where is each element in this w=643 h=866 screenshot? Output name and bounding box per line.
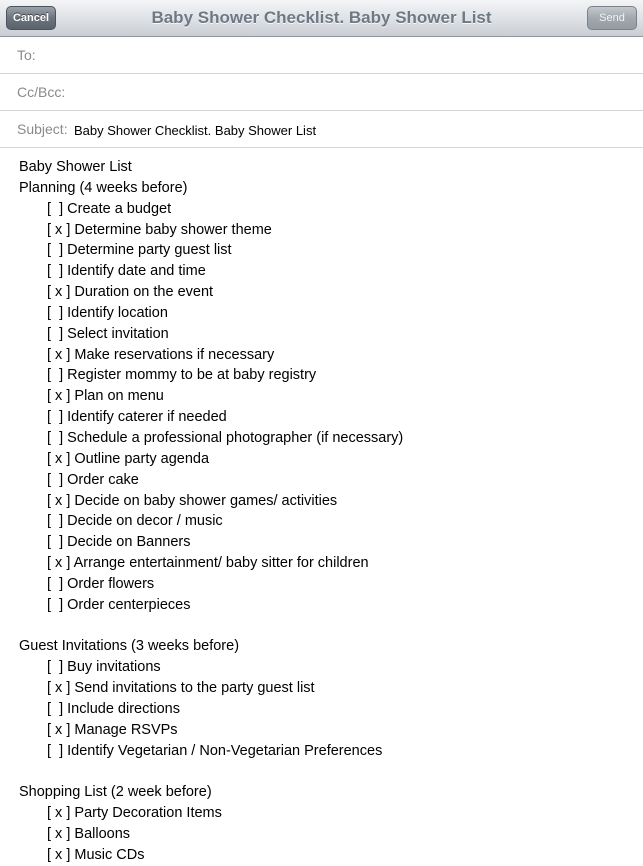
compose-title: Baby Shower Checklist. Baby Shower List [151,8,492,27]
section-title: Shopping List (2 week before) [19,784,212,801]
subject-value[interactable]: Baby Shower Checklist. Baby Shower List [74,123,317,138]
subject-label: Subject: [17,121,68,137]
checklist-item: [ ] Order cake [47,471,139,488]
ccbcc-label: Cc/Bcc: [17,84,66,100]
send-button[interactable]: Send [587,6,637,30]
checklist-item: [ ] Select invitation [47,325,169,342]
to-field[interactable] [0,37,643,74]
checklist-item: [ x ] Send invitations to the party guest list [47,680,315,697]
section-title: Planning (4 weeks before) [19,179,188,196]
to-label: To: [17,47,36,63]
checklist-item: [ x ] Manage RSVPs [47,721,178,738]
blank-line [19,761,629,782]
checklist-item: [ ] Identify date and time [47,263,206,280]
checklist-item: [ ] Decide on Banners [47,534,191,551]
checklist-item: [ x ] Music CDs [47,846,145,863]
checklist-item: [ ] Identify Vegetarian / Non-Vegetarian Preferences [47,742,383,759]
navigation-bar [0,0,643,37]
checklist-item: [ x ] Plan on menu [47,388,164,405]
checklist-item: [ x ] Make reservations if necessary [47,346,275,363]
checklist-item: [ ] Create a budget [47,200,172,217]
checklist-item: [ x ] Outline party agenda [47,450,210,467]
ccbcc-field[interactable] [0,74,643,111]
checklist-item: [ x ] Party Decoration Items [47,805,222,822]
checklist-item: [ ] Order centerpieces [47,596,191,613]
checklist-item: [ ] Include directions [47,700,180,717]
checklist-item: [ x ] Arrange entertainment/ baby sitter for children [47,555,369,572]
checklist-item: [ x ] Balloons [47,826,131,842]
checklist-item: [ ] Buy invitations [47,659,161,676]
message-body[interactable] [19,157,629,866]
checklist-item: [ ] Decide on decor / music [47,513,223,530]
blank-line [19,616,629,637]
checklist-item: [ ] Identify caterer if needed [47,409,227,426]
checklist-item: [ ] Schedule a professional photographer (if necessary) [47,429,404,446]
checklist-item: [ ] Order flowers [47,575,155,592]
subject-field[interactable] [0,111,643,148]
cancel-button[interactable]: Cancel [6,6,56,30]
checklist-item: [ ] Identify location [47,304,168,321]
checklist-item: [ x ] Determine baby shower theme [47,221,272,238]
checklist-item: [ x ] Duration on the event [47,284,214,301]
checklist-item: [ ] Register mommy to be at baby registry [47,367,317,384]
checklist-item: [ ] Determine party guest list [47,242,232,259]
section-title: Guest Invitations (3 weeks before) [19,638,240,655]
checklist-item: [ x ] Decide on baby shower games/ activities [47,492,338,509]
message-heading: Baby Shower List [19,159,132,175]
